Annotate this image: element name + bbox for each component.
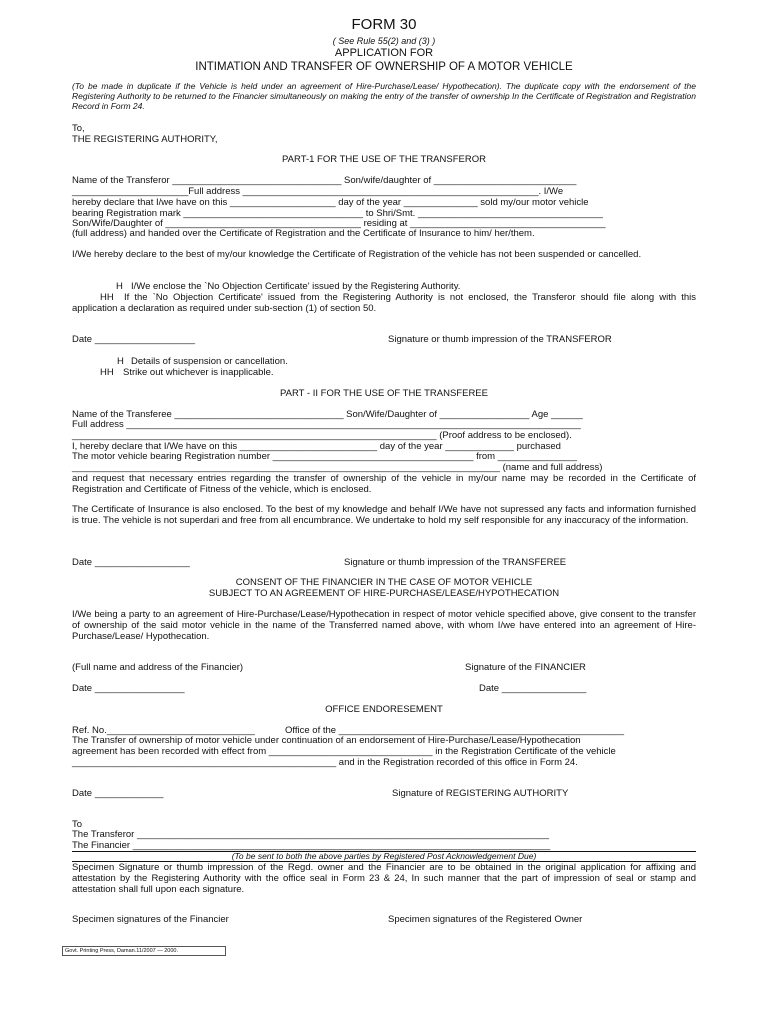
- rule-reference: ( See Rule 55(2) and (3) ): [332, 36, 436, 46]
- mark-hh: HH: [100, 292, 114, 303]
- footnote-strike: Strike out whichever is inapplicable.: [123, 367, 274, 378]
- noc-not-enclosed: If the `No Objection Certificate' issued from the Registering Authority is not enclosed, the Transferor should file along with this application a declaration as required under sub-section (1) of section 50.: [72, 292, 696, 314]
- page-title: INTIMATION AND TRANSFER OF OWNERSHIP OF A MOTOR VEHICLE: [195, 61, 573, 73]
- transferee-signature: Signature or thumb impression of the TRANSFEREE: [344, 557, 567, 568]
- transferor-signature: Signature or thumb impression of the TRANSFEROR: [388, 334, 612, 345]
- footnote-suspension: Details of suspension or cancellation.: [131, 356, 288, 367]
- part1-declaration: I/We hereby declare to the best of my/our knowledge the Certificate of Registration of the vehicle has not been suspended or cancelled.: [72, 249, 642, 260]
- consent-body: I/We being a party to an agreement of Hire-Purchase/Lease/Hypothecation in respect of motor vehicle specified above, give consent to the transfer of ownership of the said motor vehicle in the name of the Transferred named above, with whom I/we have entered into an agreement of Hire-Purchase/Lease/ Hypothecation.: [72, 609, 696, 642]
- office-endorsement-heading: OFFICE ENDORESEMENT: [325, 704, 443, 715]
- part2-date: Date __________________: [72, 557, 190, 568]
- part2-line4: I, hereby declare that I/We have on this __________________________ day of the year _____________ purchased: [72, 441, 561, 452]
- part1-line6: (full address) and handed over the Certificate of Registration and the Certificate of Insurance to him/ her/them.: [72, 228, 535, 239]
- consent-date-left: Date _________________: [72, 683, 185, 694]
- part1-line5: Son/Wife/Daughter of _____________________________________ residing at _____________________________________: [72, 218, 606, 229]
- specimen-instructions: Specimen Signature or thumb impression of the Regd. owner and the Financier are to be obtained in the original application for affixing and attestation by the Registering Authority with the office seal in Form 23 & 24, In such manner that the part of impression of seal or stamp and attestation shall full upon each signature.: [72, 862, 696, 895]
- part2-line6: _________________________________________________________________________________ (name and full address): [72, 462, 603, 473]
- mark-h: H: [116, 281, 123, 292]
- footnote-mark-h: H: [117, 356, 124, 367]
- part2-request: and request that necessary entries regarding the transfer of ownership of the vehicle in my/our name may be recorded in the Certificate of Registration and Certificate of Fitness of the vehicle, which is enclosed.: [72, 473, 696, 495]
- office-line3: __________________________________________________ and in the Registration recorded of this office in Form 24.: [72, 757, 578, 768]
- part2-line5: The motor vehicle bearing Registration number ______________________________________ from _______________: [72, 451, 577, 462]
- consent-heading-2: SUBJECT TO AN AGREEMENT OF HIRE-PURCHASE/LEASE/HYPOTHECATION: [208, 588, 560, 599]
- office-date: Date _____________: [72, 788, 164, 799]
- to-financier: The Financier _______________________________________________________________________________: [72, 840, 551, 851]
- registering-authority-signature: Signature of REGISTERING AUTHORITY: [392, 788, 569, 799]
- financier-signature: Signature of the FINANCIER: [465, 662, 586, 673]
- part1-line4: bearing Registration mark __________________________________ to Shri/Smt. ___________________________________: [72, 208, 603, 219]
- insurance-declaration: The Certificate of Insurance is also enclosed. To the best of my knowledge and behalf I/We have not supressed any facts and information furnished is true. The vehicle is not superdari and free from all encumbrance. We undertake to hold my self responsible for any inaccuracy of the information.: [72, 504, 696, 526]
- office-to: To: [72, 819, 83, 830]
- ref-number: Ref. No.____________________________: [72, 725, 255, 736]
- noc-enclose: I/We enclose the `No Objection Certificate' issued by the Registering Authority.: [131, 281, 461, 292]
- post-note: (To be sent to both the above parties by Registered Post Acknowledgement Due): [231, 851, 537, 861]
- part1-heading: PART-1 FOR THE USE OF THE TRANSFEROR: [282, 154, 486, 165]
- form-number: FORM 30: [351, 16, 417, 33]
- duplicate-note: (To be made in duplicate if the Vehicle is held under an agreement of Hire-Purchase/Lease/ Hypothecation). The duplicate copy with the endorsement of the Registering Authority to be returned to the Financier simultaneously on making the entry of the transfer of ownership In the Certificate of Registration and Registration Record in Form 24.: [72, 81, 696, 111]
- office-of: Office of the ______________________________________________________: [285, 725, 624, 736]
- application-for: APPLICATION FOR: [334, 47, 434, 59]
- footnote-mark-hh: HH: [100, 367, 114, 378]
- to-label: To,: [72, 123, 85, 134]
- specimen-owner: Specimen signatures of the Registered Owner: [388, 914, 583, 925]
- registering-authority: THE REGISTERING AUTHORITY,: [72, 134, 218, 145]
- printer-imprint: Govt. Printing Press, Daman.11/2007 — 2000.: [62, 946, 226, 956]
- to-transferor: The Transferor ______________________________________________________________________________: [72, 829, 550, 840]
- financier-name-label: (Full name and address of the Financier): [72, 662, 244, 673]
- part1-line1: Name of the Transferor ________________________________ Son/wife/daughter of ___________________________: [72, 175, 577, 186]
- consent-date-right: Date ________________: [479, 683, 587, 694]
- office-line1: The Transfer of ownership of motor vehicle under continuation of an endorsement of Hire-Purchase/Lease/Hypothecation: [72, 735, 581, 746]
- consent-heading-1: CONSENT OF THE FINANCIER IN THE CASE OF MOTOR VEHICLE: [235, 577, 533, 588]
- part1-line2: ______________________Full address ________________________________________________________. I/We: [72, 186, 564, 197]
- part1-line3: hereby declare that I/we have on this ____________________ day of the year ______________ sold my/our motor vehicle: [72, 197, 589, 208]
- part2-line3: _____________________________________________________________________ (Proof address to be enclosed).: [72, 430, 572, 441]
- specimen-financier: Specimen signatures of the Financier: [72, 914, 229, 925]
- part2-line2: Full address ______________________________________________________________________________________: [72, 419, 581, 430]
- part2-line1: Name of the Transferee ________________________________ Son/Wife/Daughter of _________________ Age ______: [72, 409, 583, 420]
- part1-date: Date ___________________: [72, 334, 196, 345]
- part2-heading: PART - II FOR THE USE OF THE TRANSFEREE: [280, 388, 488, 399]
- office-line2: agreement has been recorded with effect from _______________________________ in the Registration Certificate of the vehicle: [72, 746, 616, 757]
